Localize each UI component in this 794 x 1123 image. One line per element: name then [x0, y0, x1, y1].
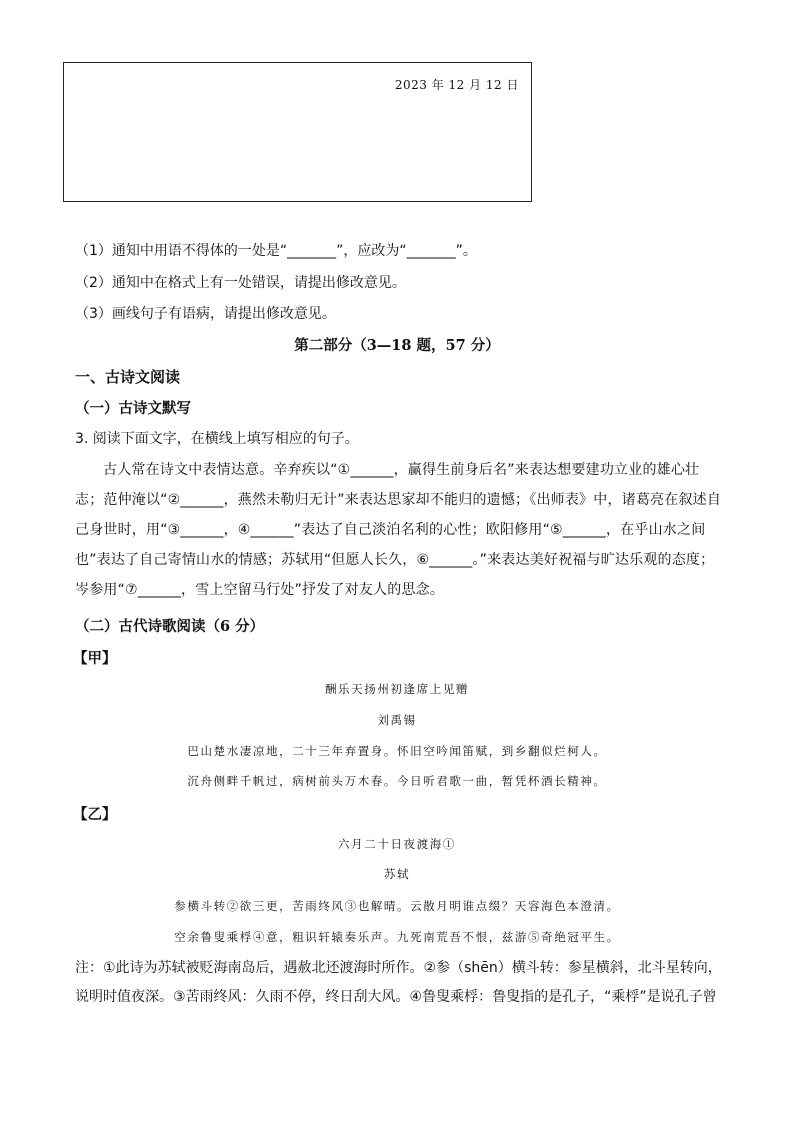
poem-b-tag: 【乙】 — [73, 806, 117, 823]
part2-heading: 第二部分（3—18 题，57 分） — [294, 337, 500, 354]
poem-b-line-1: 参横斗转②欲三更，苦雨终风③也解晴。云散月明谁点缀？天容海色本澄清。 — [174, 899, 620, 913]
q3-paragraph: 古人常在诗文中表情达意。辛弃疾以“①______，赢得生前身后名”来表达想要建功立业的雄心壮志；范仲淹以“②______，燕然未勒归无计”来表达思家却不能归的遗憾；《出师表》中，诸葛亮在叙述自己身世时，用“③______，④______”表达了自己淡泊名利的心性；欧阳修用“⑤______，在乎山水之间也”表达了自己寄情山水的情感；苏轼用“但愿人长久，⑥______。”来表达美好祝福与旷达乐观的态度；岑参用“⑦______，雪上空留马行处”抒发了对友人的思念。 — [75, 462, 722, 598]
question-3: （3）画线句子有语病，请提出修改意见。 — [75, 306, 336, 322]
poem-notes: 注：①此诗为苏轼被贬海南岛后，遇赦北还渡海时所作。②参（shēn）横斗转：参星横斜，北斗星转向，说明时值夜深。③苦雨终风：久雨不停，终日刮大风。④鲁叟乘桴：鲁叟指的是孔子，“乘桴”是说孔子曾 — [75, 960, 722, 1005]
question-1: （1）通知中用语不得体的一处是“_______”，应改为“_______”。 — [75, 243, 477, 259]
notice-date: 2023 年 12 月 12 日 — [394, 78, 519, 92]
subsection2-heading: （二）古代诗歌阅读（6 分） — [75, 618, 265, 635]
q3-prompt: 3. 阅读下面文字，在横线上填写相应的句子。 — [75, 431, 359, 447]
poem-b-title: 六月二十日夜渡海① — [338, 837, 456, 851]
notice-box — [63, 62, 532, 202]
section1-heading: 一、古诗文阅读 — [75, 368, 181, 386]
poem-b-author: 苏轼 — [383, 867, 411, 881]
subsection1-heading: （一）古诗文默写 — [75, 400, 191, 417]
poem-a-line-1: 巴山楚水凄凉地，二十三年弃置身。怀旧空吟闻笛赋，到乡翻似烂柯人。 — [187, 744, 607, 758]
poem-a-tag: 【甲】 — [73, 650, 117, 667]
poem-b-line-2: 空余鲁叟乘桴④意，粗识轩辕奏乐声。九死南荒吾不恨，兹游⑤奇绝冠平生。 — [174, 930, 620, 944]
question-2: （2）通知中在格式上有一处错误，请提出修改意见。 — [75, 275, 406, 291]
poem-a-author: 刘禹锡 — [377, 713, 417, 727]
poem-a-title: 酬乐天扬州初逢席上见赠 — [324, 682, 470, 696]
poem-a-line-2: 沉舟侧畔千帆过，病树前头万木春。今日听君歌一曲，暂凭杯酒长精神。 — [187, 774, 607, 788]
